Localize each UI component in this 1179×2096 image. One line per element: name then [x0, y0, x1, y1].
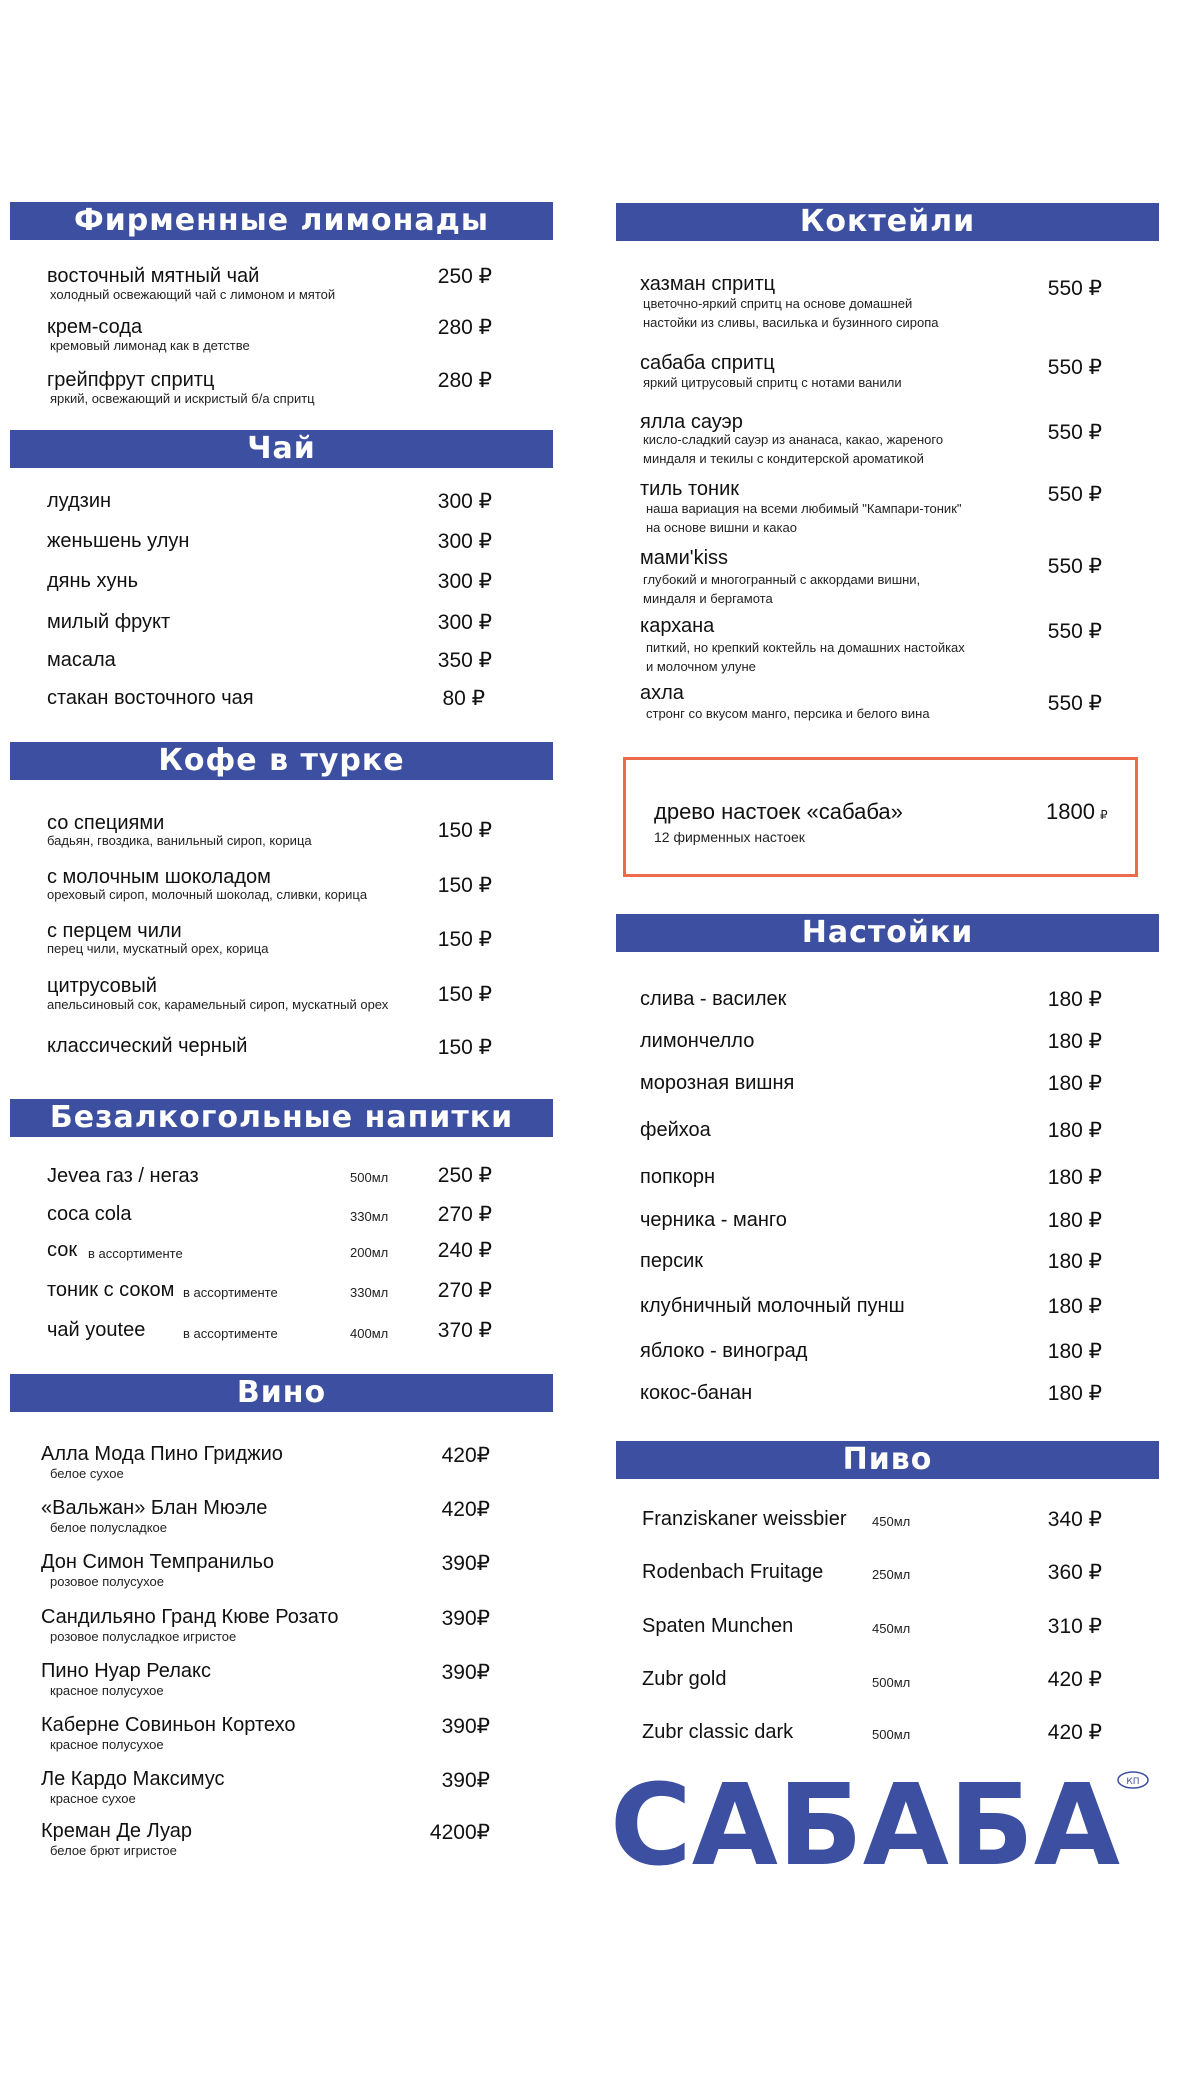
item-desc: кисло-сладкий сауэр из ананаса, какао, жареного — [643, 432, 944, 447]
item-price: 390₽ — [441, 1715, 490, 1738]
item-volume: 450мл — [872, 1621, 911, 1636]
item-name: Пино Нуар Релакс — [41, 1660, 211, 1682]
item-price: 250 ₽ — [437, 265, 492, 288]
item-desc: и молочном улуне — [646, 659, 756, 674]
item-desc: цветочно-яркий спритц на основе домашней — [643, 296, 913, 311]
item-price: 420₽ — [441, 1444, 490, 1467]
item-price: 550 ₽ — [1047, 692, 1102, 715]
item-price: 180 ₽ — [1047, 1209, 1102, 1232]
item-name: грейпфрут спритц — [47, 369, 215, 391]
item-name: Spaten Munchen — [642, 1615, 794, 1637]
item-price: 550 ₽ — [1047, 421, 1102, 444]
item-price: 150 ₽ — [437, 928, 492, 951]
item-name: мами'kiss — [640, 547, 729, 569]
item-name: слива - василек — [640, 988, 787, 1010]
item-desc: миндаля и бергамота — [643, 591, 773, 606]
section-header-coffee: Кофе в турке — [10, 742, 553, 780]
brand-logo — [610, 1768, 1170, 1878]
item-price: 390₽ — [441, 1607, 490, 1630]
item-desc: питкий, но крепкий коктейль на домашних настойках — [646, 640, 965, 655]
item-name: попкорн — [640, 1166, 716, 1188]
section-header-tea: Чай — [10, 430, 553, 468]
item-desc: ореховый сироп, молочный шоколад, сливки, корица — [47, 887, 368, 902]
item-name: Zubr gold — [642, 1668, 727, 1690]
item-name: персик — [640, 1250, 703, 1272]
item-price: 250 ₽ — [437, 1164, 492, 1187]
item-desc: наша вариация на всеми любимый "Кампари-тоник" — [646, 501, 962, 516]
item-price: 390₽ — [441, 1552, 490, 1575]
brand-logo-text: САБАБА — [610, 1768, 1121, 1878]
item-volume: 450мл — [872, 1514, 911, 1529]
item-name: фейхоа — [640, 1119, 711, 1141]
item-name: со специями — [47, 812, 165, 834]
featured-item-desc: 12 фирменных настоек — [654, 829, 805, 845]
item-desc: перец чили, мускатный орех, корица — [47, 941, 269, 956]
item-name: Rodenbach Fruitage — [642, 1561, 824, 1583]
item-name: крем-сода — [47, 316, 143, 338]
item-price: 180 ₽ — [1047, 1072, 1102, 1095]
featured-item-currency: ₽ — [1100, 808, 1108, 822]
item-volume: 500мл — [350, 1170, 389, 1185]
item-desc: бадьян, гвоздика, ванильный сироп, корица — [47, 833, 312, 848]
brand-badge-text: КП — [1126, 1777, 1140, 1787]
item-price: 4200₽ — [429, 1821, 490, 1844]
item-price: 310 ₽ — [1047, 1615, 1102, 1638]
item-name: Jevea газ / негаз — [47, 1165, 199, 1187]
item-name: лудзин — [47, 490, 112, 512]
item-price: 150 ₽ — [437, 819, 492, 842]
item-price: 80 ₽ — [442, 687, 485, 710]
brand-logo-graphic — [610, 1768, 1170, 1878]
featured-item-price: 1800 — [1046, 799, 1095, 824]
item-name: Алла Мода Пино Гриджио — [41, 1443, 283, 1465]
item-name: кархана — [640, 615, 715, 637]
item-name: хазман спритц — [640, 273, 776, 295]
item-price: 370 ₽ — [437, 1319, 492, 1342]
item-desc: на основе вишни и какао — [646, 520, 797, 535]
item-name: Каберне Совиньон Кортехо — [41, 1714, 296, 1736]
item-name: coca cola — [47, 1203, 132, 1225]
item-desc: яркий цитрусовый спритц с нотами ванили — [643, 375, 902, 390]
item-desc: глубокий и многогранный с аккордами вишни, — [643, 572, 921, 587]
item-price: 420₽ — [441, 1498, 490, 1521]
section-header-cocktails: Коктейли — [616, 203, 1159, 241]
item-desc: розовое полусладкое игристое — [50, 1629, 237, 1644]
item-volume: 500мл — [872, 1727, 911, 1742]
item-desc: белое брют игристое — [50, 1843, 177, 1858]
item-name: Franziskaner weissbier — [642, 1508, 847, 1530]
item-price: 180 ₽ — [1047, 1250, 1102, 1273]
section-header-wine: Вино — [10, 1374, 553, 1412]
item-volume: 250мл — [872, 1567, 911, 1582]
item-price: 360 ₽ — [1047, 1561, 1102, 1584]
item-price: 550 ₽ — [1047, 483, 1102, 506]
item-price: 280 ₽ — [437, 369, 492, 392]
item-desc: белое полусладкое — [50, 1520, 168, 1535]
item-name: ахла — [640, 682, 684, 704]
item-note: в ассортименте — [183, 1285, 278, 1300]
item-price: 240 ₽ — [437, 1239, 492, 1262]
section-header-soft-drinks: Безалкогольные напитки — [10, 1099, 553, 1137]
item-name: восточный мятный чай — [47, 265, 260, 287]
item-price: 300 ₽ — [437, 611, 492, 634]
item-price: 150 ₽ — [437, 874, 492, 897]
item-desc: яркий, освежающий и искристый б/а спритц — [50, 391, 315, 406]
featured-item-box — [623, 757, 1138, 877]
item-name: ялла сауэр — [640, 411, 743, 433]
section-header-tinctures: Настойки — [616, 914, 1159, 952]
item-name: тиль тоник — [640, 478, 740, 500]
item-price: 550 ₽ — [1047, 277, 1102, 300]
item-name: стакан восточного чая — [47, 687, 254, 709]
item-price: 390₽ — [441, 1661, 490, 1684]
item-price: 300 ₽ — [437, 570, 492, 593]
item-desc: красное полусухое — [50, 1737, 164, 1752]
item-name: Креман Де Луар — [41, 1820, 192, 1842]
item-name: Zubr classic dark — [642, 1721, 794, 1743]
item-price: 300 ₽ — [437, 490, 492, 513]
item-price: 420 ₽ — [1047, 1721, 1102, 1744]
item-name: с молочным шоколадом — [47, 866, 271, 888]
item-name: «Вальжан» Блан Мюэле — [41, 1497, 268, 1519]
item-desc: апельсиновый сок, карамельный сироп, мускатный орех — [47, 997, 389, 1012]
item-name: Ле Кардо Максимус — [41, 1768, 225, 1790]
item-name: сабаба спритц — [640, 352, 775, 374]
item-price: 300 ₽ — [437, 530, 492, 553]
item-price: 550 ₽ — [1047, 356, 1102, 379]
item-price: 420 ₽ — [1047, 1668, 1102, 1691]
item-price: 150 ₽ — [437, 983, 492, 1006]
item-name: сок — [47, 1239, 78, 1261]
item-name: лимончелло — [640, 1030, 755, 1052]
item-price: 550 ₽ — [1047, 620, 1102, 643]
item-name: черника - манго — [640, 1209, 787, 1231]
item-desc: миндаля и текилы с кондитерской ароматикой — [643, 451, 924, 466]
item-price: 180 ₽ — [1047, 988, 1102, 1011]
item-price: 270 ₽ — [437, 1203, 492, 1226]
section-header-lemonades: Фирменные лимонады — [10, 202, 553, 240]
item-price: 180 ₽ — [1047, 1382, 1102, 1405]
item-name: женьшень улун — [47, 530, 190, 552]
item-desc: холодный освежающий чай с лимоном и мятой — [50, 287, 336, 302]
item-price: 550 ₽ — [1047, 555, 1102, 578]
item-name: Сандильяно Гранд Кюве Розато — [41, 1606, 339, 1628]
item-price: 270 ₽ — [437, 1279, 492, 1302]
item-desc: красное сухое — [50, 1791, 136, 1806]
item-name: классический черный — [47, 1035, 248, 1057]
item-name: цитрусовый — [47, 975, 157, 997]
item-desc: красное полусухое — [50, 1683, 164, 1698]
item-price: 280 ₽ — [437, 316, 492, 339]
item-name: милый фрукт — [47, 611, 171, 633]
item-price: 150 ₽ — [437, 1036, 492, 1059]
section-header-beer: Пиво — [616, 1441, 1159, 1479]
item-volume: 400мл — [350, 1326, 389, 1341]
item-price: 180 ₽ — [1047, 1295, 1102, 1318]
item-volume: 330мл — [350, 1285, 389, 1300]
item-note: в ассортименте — [88, 1246, 183, 1261]
item-name: клубничный молочный пунш — [640, 1295, 905, 1317]
item-name: с перцем чили — [47, 920, 182, 942]
item-name: тоник с соком — [47, 1279, 175, 1301]
item-name: чай youtee — [47, 1319, 146, 1341]
item-volume: 500мл — [872, 1675, 911, 1690]
item-price: 180 ₽ — [1047, 1340, 1102, 1363]
featured-item-name: древо настоек «сабаба» — [654, 799, 903, 824]
item-price: 180 ₽ — [1047, 1166, 1102, 1189]
item-volume: 330мл — [350, 1209, 389, 1224]
item-name: яблоко - виноград — [640, 1340, 808, 1362]
item-price: 390₽ — [441, 1769, 490, 1792]
item-note: в ассортименте — [183, 1326, 278, 1341]
item-name: морозная вишня — [640, 1072, 795, 1094]
item-name: дянь хунь — [47, 570, 138, 592]
item-price: 180 ₽ — [1047, 1119, 1102, 1142]
item-desc: кремовый лимонад как в детстве — [50, 338, 250, 353]
item-volume: 200мл — [350, 1245, 389, 1260]
item-name: масала — [47, 649, 116, 671]
item-desc: белое сухое — [50, 1466, 124, 1481]
item-price: 180 ₽ — [1047, 1030, 1102, 1053]
item-desc: розовое полусухое — [50, 1574, 164, 1589]
item-price: 350 ₽ — [437, 649, 492, 672]
item-price: 340 ₽ — [1047, 1508, 1102, 1531]
item-name: кокос-банан — [640, 1382, 753, 1404]
item-desc: настойки из сливы, василька и бузинного сиропа — [643, 315, 939, 330]
item-name: Дон Симон Темпранильо — [41, 1551, 275, 1573]
item-desc: стронг со вкусом манго, персика и белого вина — [646, 706, 930, 721]
